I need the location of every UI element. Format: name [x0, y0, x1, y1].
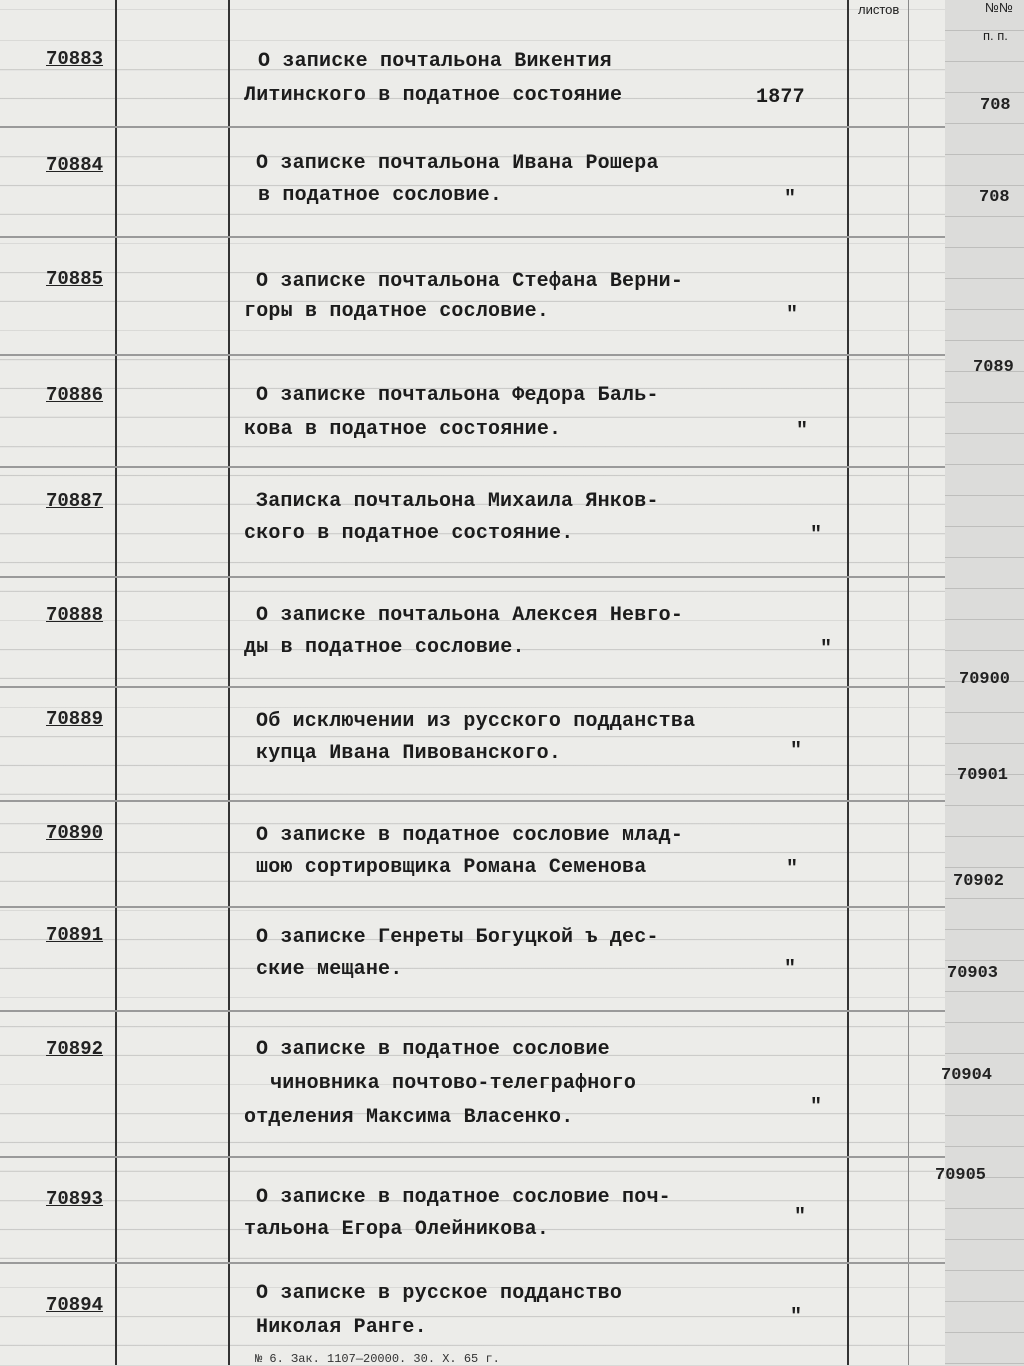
record-number: 70891: [46, 924, 104, 946]
right-page-number: 70902: [953, 872, 1005, 891]
right-page-number: 708: [980, 96, 1011, 115]
record-title-line: О записке почтальона Викентия: [258, 50, 612, 73]
record-title-line: Записка почтальона Михаила Янков-: [256, 490, 659, 513]
record-title-line: О записке в податное сословие млад-: [256, 824, 684, 847]
record-number: 70885: [46, 268, 104, 290]
record-title-line: шою сортировщика Романа Семенова: [256, 856, 647, 879]
record-year: 1877: [756, 86, 805, 109]
record-title-line: в податное сословие.: [258, 184, 503, 207]
record-separator: [0, 800, 945, 802]
record-title-line: Литинского в податное состояние: [244, 84, 623, 107]
ditto-mark: ": [784, 188, 797, 211]
record-number: 70890: [46, 822, 104, 844]
ditto-mark: ": [784, 958, 797, 981]
record-title-line: ды в податное сословие.: [244, 636, 525, 659]
ditto-mark: ": [820, 638, 833, 661]
record-number: 70888: [46, 604, 104, 626]
ditto-mark: ": [790, 740, 803, 763]
record-title-line: ского в податное состояние.: [244, 522, 574, 545]
record-number: 70887: [46, 490, 104, 512]
record-title-line: О записке почтальона Алексея Невго-: [256, 604, 684, 627]
record-number: 70886: [46, 384, 104, 406]
right-page-number: 70901: [957, 766, 1009, 785]
record-number: 70883: [46, 48, 104, 70]
record-separator: [0, 1156, 945, 1158]
ditto-mark: ": [794, 1206, 807, 1229]
ditto-mark: ": [790, 1306, 803, 1329]
record-title-line: О записке почтальона Федора Баль-: [256, 384, 659, 407]
right-page-number: 70900: [959, 670, 1011, 689]
record-number: 70889: [46, 708, 104, 730]
column-rule-dates: [847, 0, 849, 1365]
column-rule-title: [228, 0, 230, 1365]
record-separator: [0, 906, 945, 908]
record-separator: [0, 126, 945, 128]
record-number: 70892: [46, 1038, 104, 1060]
record-title-line: О записке Генреты Богуцкой ъ дес-: [256, 926, 659, 949]
record-title-line: чиновника почтово-телеграфного: [270, 1072, 637, 1095]
record-number: 70884: [46, 154, 104, 176]
ditto-mark: ": [786, 858, 799, 881]
right-page-number: 7089: [973, 358, 1014, 377]
column-rule-sheets: [908, 0, 909, 1365]
record-title-line: ские мещане.: [256, 958, 403, 981]
record-separator: [0, 354, 945, 356]
record-title-line: О записке почтальона Стефана Верни-: [256, 270, 684, 293]
ditto-mark: ": [796, 420, 809, 443]
record-separator: [0, 466, 945, 468]
record-title-line: О записке в русское подданство: [256, 1282, 623, 1305]
right-page-number: 70905: [935, 1166, 987, 1185]
ditto-mark: ": [810, 524, 823, 547]
record-title-line: О записке в податное сословие: [256, 1038, 610, 1061]
ditto-mark: ": [786, 304, 799, 327]
record-separator: [0, 576, 945, 578]
right-page-number: 708: [979, 188, 1010, 207]
record-separator: [0, 1010, 945, 1012]
right-column-header-no: №№: [985, 0, 1013, 15]
column-rule-left: [115, 0, 117, 1365]
right-page-number: 70903: [947, 964, 999, 983]
record-title-line: кова в податное состояние.: [244, 418, 562, 441]
record-title-line: горы в податное сословие.: [244, 300, 550, 323]
record-separator: [0, 236, 945, 238]
adjacent-page: [935, 0, 1024, 1365]
record-number: 70894: [46, 1294, 104, 1316]
record-title-line: О записке в податное сословие поч-: [256, 1186, 671, 1209]
record-title-line: Об исключении из русского подданства: [256, 710, 696, 733]
record-title-line: О записке почтальона Ивана Рошера: [256, 152, 659, 175]
record-title-line: отделения Максима Власенко.: [244, 1106, 574, 1129]
right-column-header-pp: п. п.: [983, 28, 1008, 43]
column-header-sheets: листов: [858, 2, 900, 17]
record-separator: [0, 686, 945, 688]
record-title-line: Николая Ранге.: [256, 1316, 427, 1339]
record-number: 70893: [46, 1188, 104, 1210]
right-page-number: 70904: [941, 1066, 993, 1085]
ditto-mark: ": [810, 1096, 823, 1119]
record-title-line: тальона Егора Олейникова.: [244, 1218, 550, 1241]
record-title-line: купца Ивана Пивованского.: [256, 742, 562, 765]
record-separator: [0, 1262, 945, 1264]
print-footer: № 6. Зак. 1107—20000. 30. X. 65 г.: [255, 1352, 500, 1366]
